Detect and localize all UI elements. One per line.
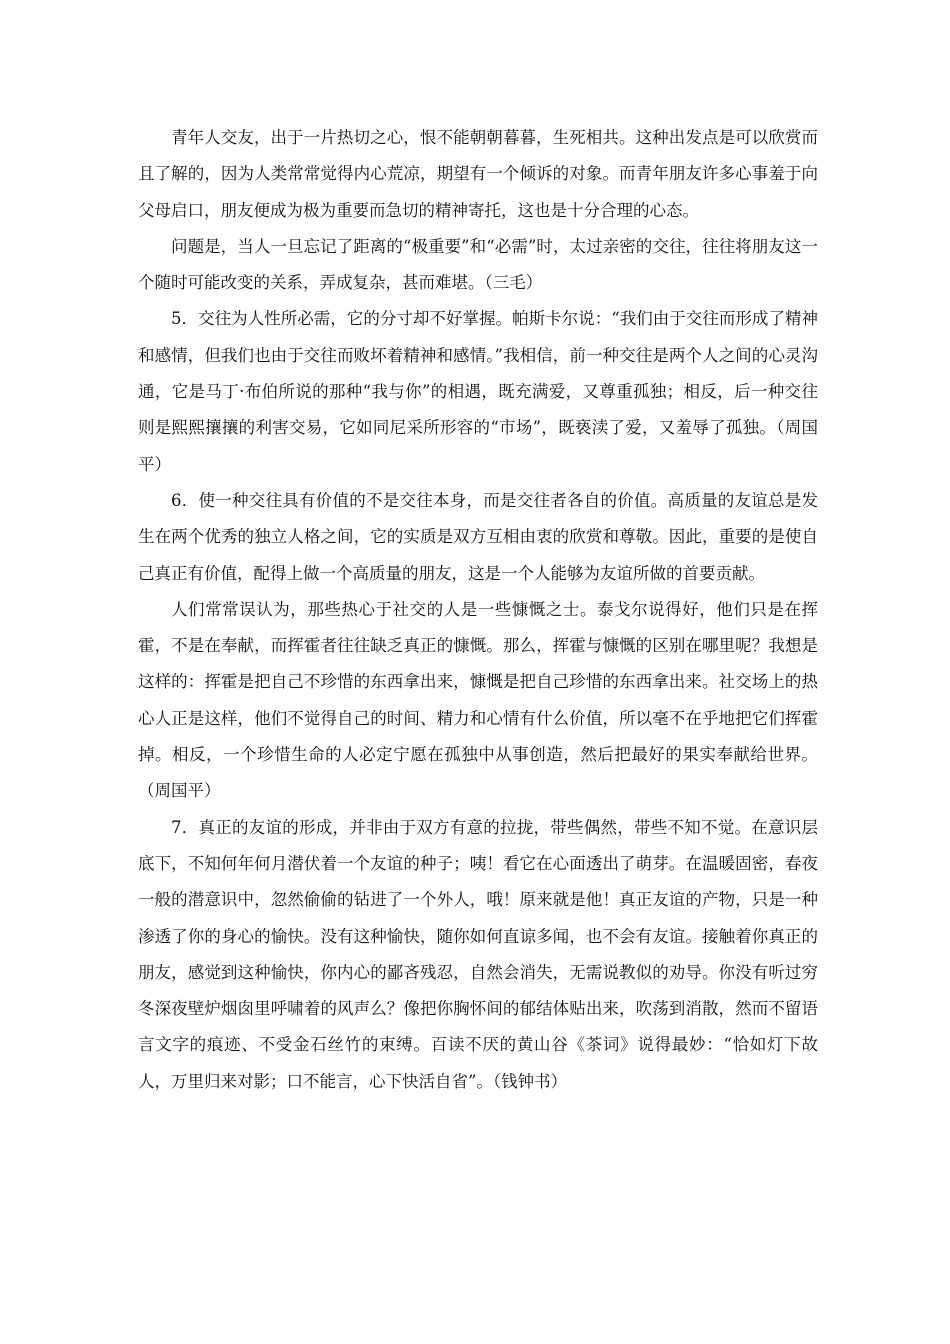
document-page [138,120,818,1100]
paragraph-item-7: 7．真正的友谊的形成，并非由于双方有意的拉拢，带些偶然，带些不知不觉。在意识层底下，不知何年何月潜伏着一个友谊的种子；咦！看它在心面透出了萌芽。在温暖固密，春夜一般的潜意识中，忽然偷偷的钻进了一个外人，哦！原来就是他！真正友谊的产物，只是一种渗透了你的身心的愉快。没有这种愉快，随你如何直谅多闻，也不会有友谊。接触着你真正的朋友，感觉到这种愉快，你内心的鄙吝残忍，自然会消失，无需说教似的劝导。你没有听过穷冬深夜壁炉烟囱里呼啸着的风声么？像把你胸怀间的郁结体贴出来，吹荡到消散，然而不留语言文字的痕迹、不受金石丝竹的束缚。百读不厌的黄山谷《茶词》说得最妙：“恰如灯下故人，万里归来对影；口不能言，心下快活自省”。（钱钟书） [138,817,818,1091]
paragraph-distance-problem: 问题是，当人一旦忘记了距离的“极重要”和“必需”时，太过亲密的交往，往往将朋友这一个随时可能改变的关系，弄成复杂，甚而难堪。（三毛） [138,236,818,293]
paragraph-item-5: 5．交往为人性所必需，它的分寸却不好掌握。帕斯卡尔说：“我们由于交往而形成了精神和感情，但我们也由于交往而败坏着精神和感情。”我相信，前一种交往是两个人之间的心灵沟通，它是马丁·布伯所说的那种“我与你”的相遇，既充满爱，又尊重孤独；相反，后一种交往则是熙熙攘攘的利害交易，它如同尼采所形容的“市场”，既亵渎了爱，又羞辱了孤独。（周国平） [138,309,818,474]
paragraph-generosity: 人们常常误认为，那些热心于社交的人是一些慷慨之士。泰戈尔说得好，他们只是在挥霍，不是在奉献，而挥霍者往往缺乏真正的慷慨。那么，挥霍与慷慨的区别在哪里呢？我想是这样的：挥霍是把自己不珍惜的东西拿出来，慷慨是把自己珍惜的东西拿出来。社交场上的热心人正是这样，他们不觉得自己的时间、精力和心情有什么价值，所以毫不在乎地把它们挥霍掉。相反，一个珍惜生命的人必定宁愿在孤独中从事创造，然后把最好的果实奉献给世界。（周国平） [138,599,818,801]
paragraph-item-6: 6．使一种交往具有价值的不是交往本身，而是交往者各自的价值。高质量的友谊总是发生在两个优秀的独立人格之间，它的实质是双方互相由衷的欣赏和尊敬。因此，重要的是使自己真正有价值，配得上做一个高质量的朋友，这是一个人能够为友谊所做的首要贡献。 [138,490,818,583]
paragraph-youth-friendship: 青年人交友，出于一片热切之心，恨不能朝朝暮暮，生死相共。这种出发点是可以欣赏而且了解的，因为人类常常觉得内心荒凉，期望有一个倾诉的对象。而青年朋友许多心事羞于向父母启口，朋友便成为极为重要而急切的精神寄托，这也是十分合理的心态。 [138,128,818,220]
